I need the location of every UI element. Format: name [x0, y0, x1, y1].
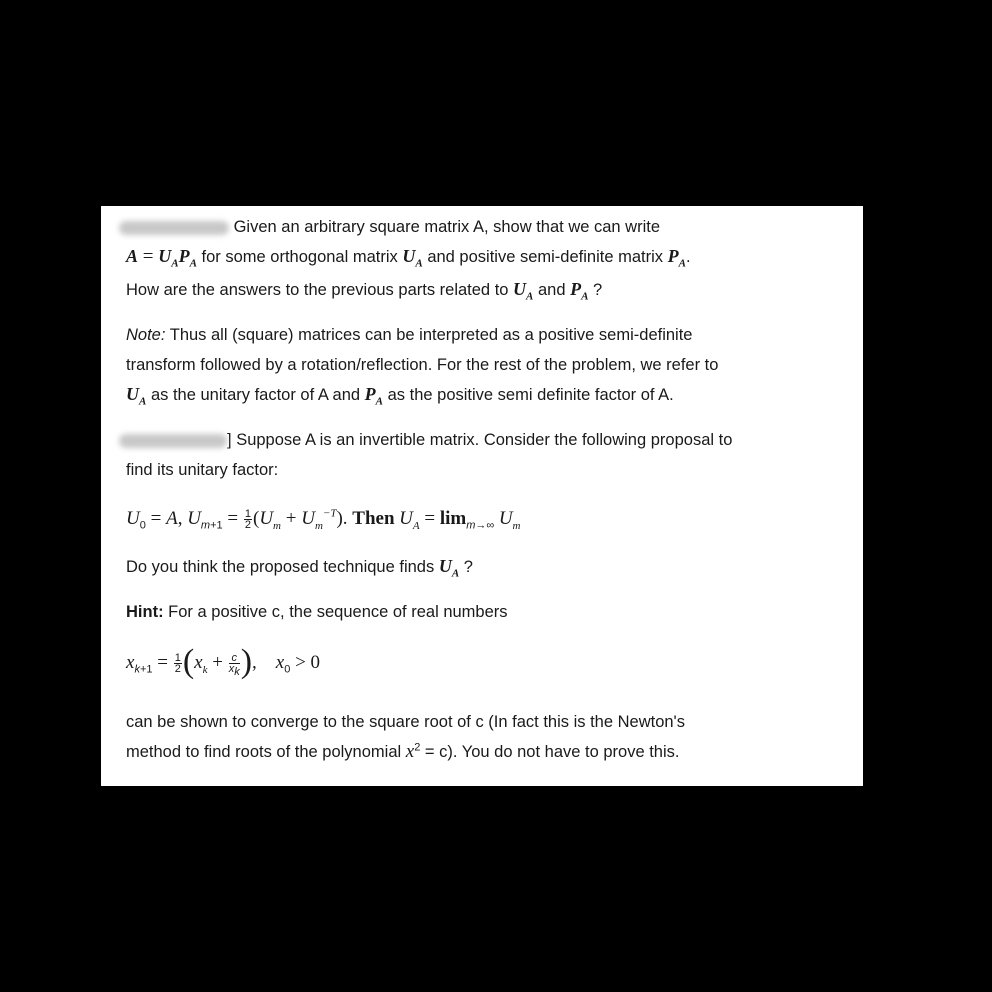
and-text: and: [537, 281, 566, 299]
newton-equation: $x_{k+1}$ = $\frac{1}{2}$ ($x_k$ + $\frac{c}{x_k}$ ), $x_0 > 0$: [126, 642, 321, 680]
note-line-3: $U_A$ as the unitary factor of A and $P_A$ as the positive semi definite factor of A.: [126, 384, 674, 408]
note-line-1: [126, 324, 692, 346]
orthogonal-text: for some orthogonal matrix: [201, 248, 398, 266]
hint-text-2: can be shown to converge to the square root of c (In fact this is the Newton's: [126, 713, 685, 731]
part-a-line-1: [119, 216, 660, 238]
redacted-part-label: [119, 221, 229, 235]
iteration-equation: $U_0 = A$, $U_{m+1}$ = $\frac{1}{2}$ $(U_m + U_m^{-T})$. Then $U_A = \lim_{m\to\infty} U_m$: [126, 507, 521, 532]
hint-line-3: method to find roots of the polynomial $x^2 = c$). You do not have to prove this.: [126, 741, 680, 762]
part-b-line-2: [126, 459, 278, 481]
hint-label: Hint:: [126, 603, 164, 621]
hint-text-3b: = c). You do not have to prove this.: [424, 743, 680, 761]
question-mark: ?: [463, 558, 473, 576]
part-a-line-3: How are the answers to the previous parts related to $U_A$ and $P_A$ ?: [126, 279, 603, 303]
note-text-3b: as the positive semi definite factor of A.: [387, 386, 674, 404]
part-b-text-1: Suppose A is an invertible matrix. Consider the following proposal to: [236, 431, 733, 449]
part-a-question: How are the answers to the previous parts related to: [126, 281, 509, 299]
then-text: Then: [352, 508, 395, 529]
part-b-bracket: ]: [227, 431, 232, 449]
part-b-line-1: [119, 429, 732, 451]
hint-line-2: [126, 711, 685, 733]
note-label: Note:: [126, 326, 166, 344]
hint-line: [126, 601, 508, 623]
note-text-1: Thus all (square) matrices can be interpreted as a positive semi-definite: [169, 326, 693, 344]
equation-a-upa: A: [126, 246, 139, 266]
part-b-text-2: find its unitary factor:: [126, 461, 279, 479]
note-text-3a: as the unitary factor of A and: [150, 386, 361, 404]
part-b-question-line: Do you think the proposed technique finds $U_A$ ?: [126, 556, 473, 580]
note-line-2: [126, 354, 718, 376]
redacted-part-label-b: [119, 434, 227, 448]
part-a-line-2: $A = U_AP_A$ for some orthogonal matrix $U_A$ and positive semi-definite matrix $P_A$.: [126, 246, 691, 270]
psd-text: and positive semi-definite matrix: [427, 248, 663, 266]
hint-text: For a positive c, the sequence of real numbers: [168, 603, 508, 621]
part-b-question: Do you think the proposed technique finds: [126, 558, 435, 576]
problem-document: [101, 206, 863, 786]
note-text-2: transform followed by a rotation/reflection. For the rest of the problem, we refer to: [126, 356, 719, 374]
hint-text-3a: method to find roots of the polynomial: [126, 743, 402, 761]
part-a-prompt: Given an arbitrary square matrix A, show that we can write: [233, 218, 661, 236]
